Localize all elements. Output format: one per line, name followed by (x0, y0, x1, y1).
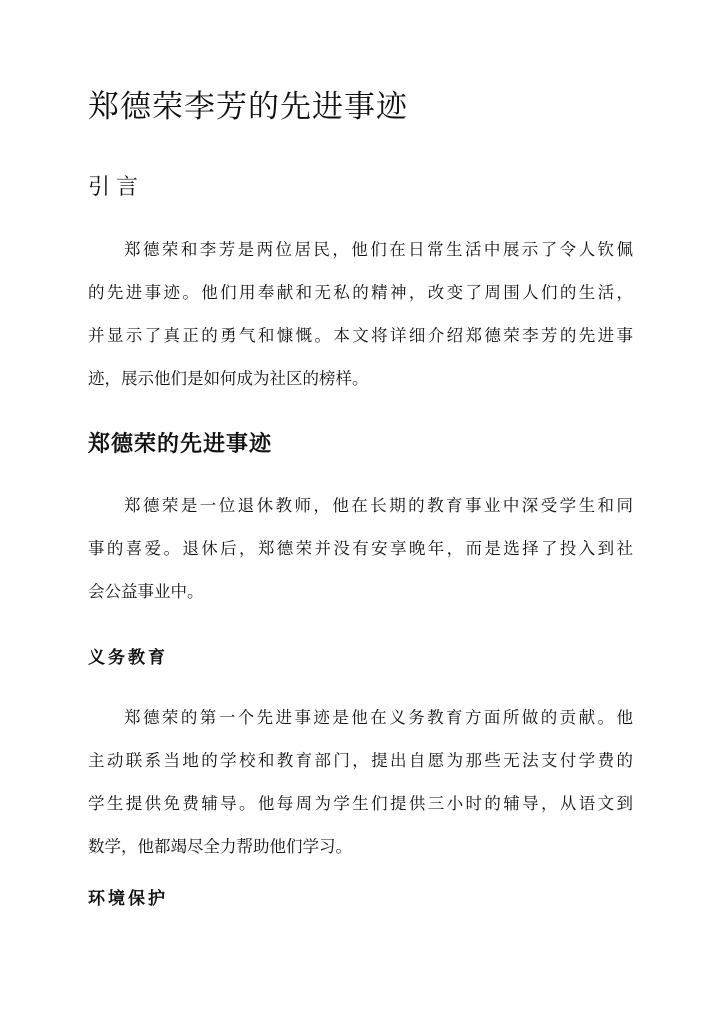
paragraph-line: 郑德荣的第一个先进事迹是他在义务教育方面所做的贡献。他 (124, 708, 633, 727)
document-title: 郑德荣李芳的先进事迹 (88, 89, 408, 125)
paragraph-line: 事的喜爱。退休后，郑德荣并没有安享晚年，而是选择了投入到社 (88, 539, 633, 558)
environment-subheading: 环境保护 (88, 889, 168, 909)
paragraph-line: 会公益事业中。 (88, 582, 204, 601)
paragraph-line: 迹，展示他们是如何成为社区的榜样。 (88, 369, 369, 388)
paragraph-line: 数学，他都竭尽全力帮助他们学习。 (88, 837, 352, 856)
paragraph-line: 的先进事迹。他们用奉献和无私的精神，改变了周围人们的生活， (88, 283, 633, 302)
paragraph-line: 郑德荣是一位退休教师，他在长期的教育事业中深受学生和同 (124, 496, 633, 515)
paragraph-line: 主动联系当地的学校和教育部门，提出自愿为那些无法支付学费的 (88, 751, 633, 770)
paragraph-line: 郑德荣和李芳是两位居民，他们在日常生活中展示了令人钦佩 (124, 240, 633, 259)
zheng-paragraph (88, 484, 633, 613)
paragraph-line: 并显示了真正的勇气和慷慨。本文将详细介绍郑德荣李芳的先进事 (88, 326, 633, 345)
intro-heading: 引言 (88, 175, 145, 200)
intro-paragraph (88, 228, 633, 400)
zheng-section-heading: 郑德荣的先进事迹 (88, 431, 273, 457)
education-subheading: 义务教育 (88, 648, 168, 668)
education-paragraph (88, 696, 633, 868)
paragraph-line: 学生提供免费辅导。他每周为学生们提供三小时的辅导，从语文到 (88, 794, 633, 813)
